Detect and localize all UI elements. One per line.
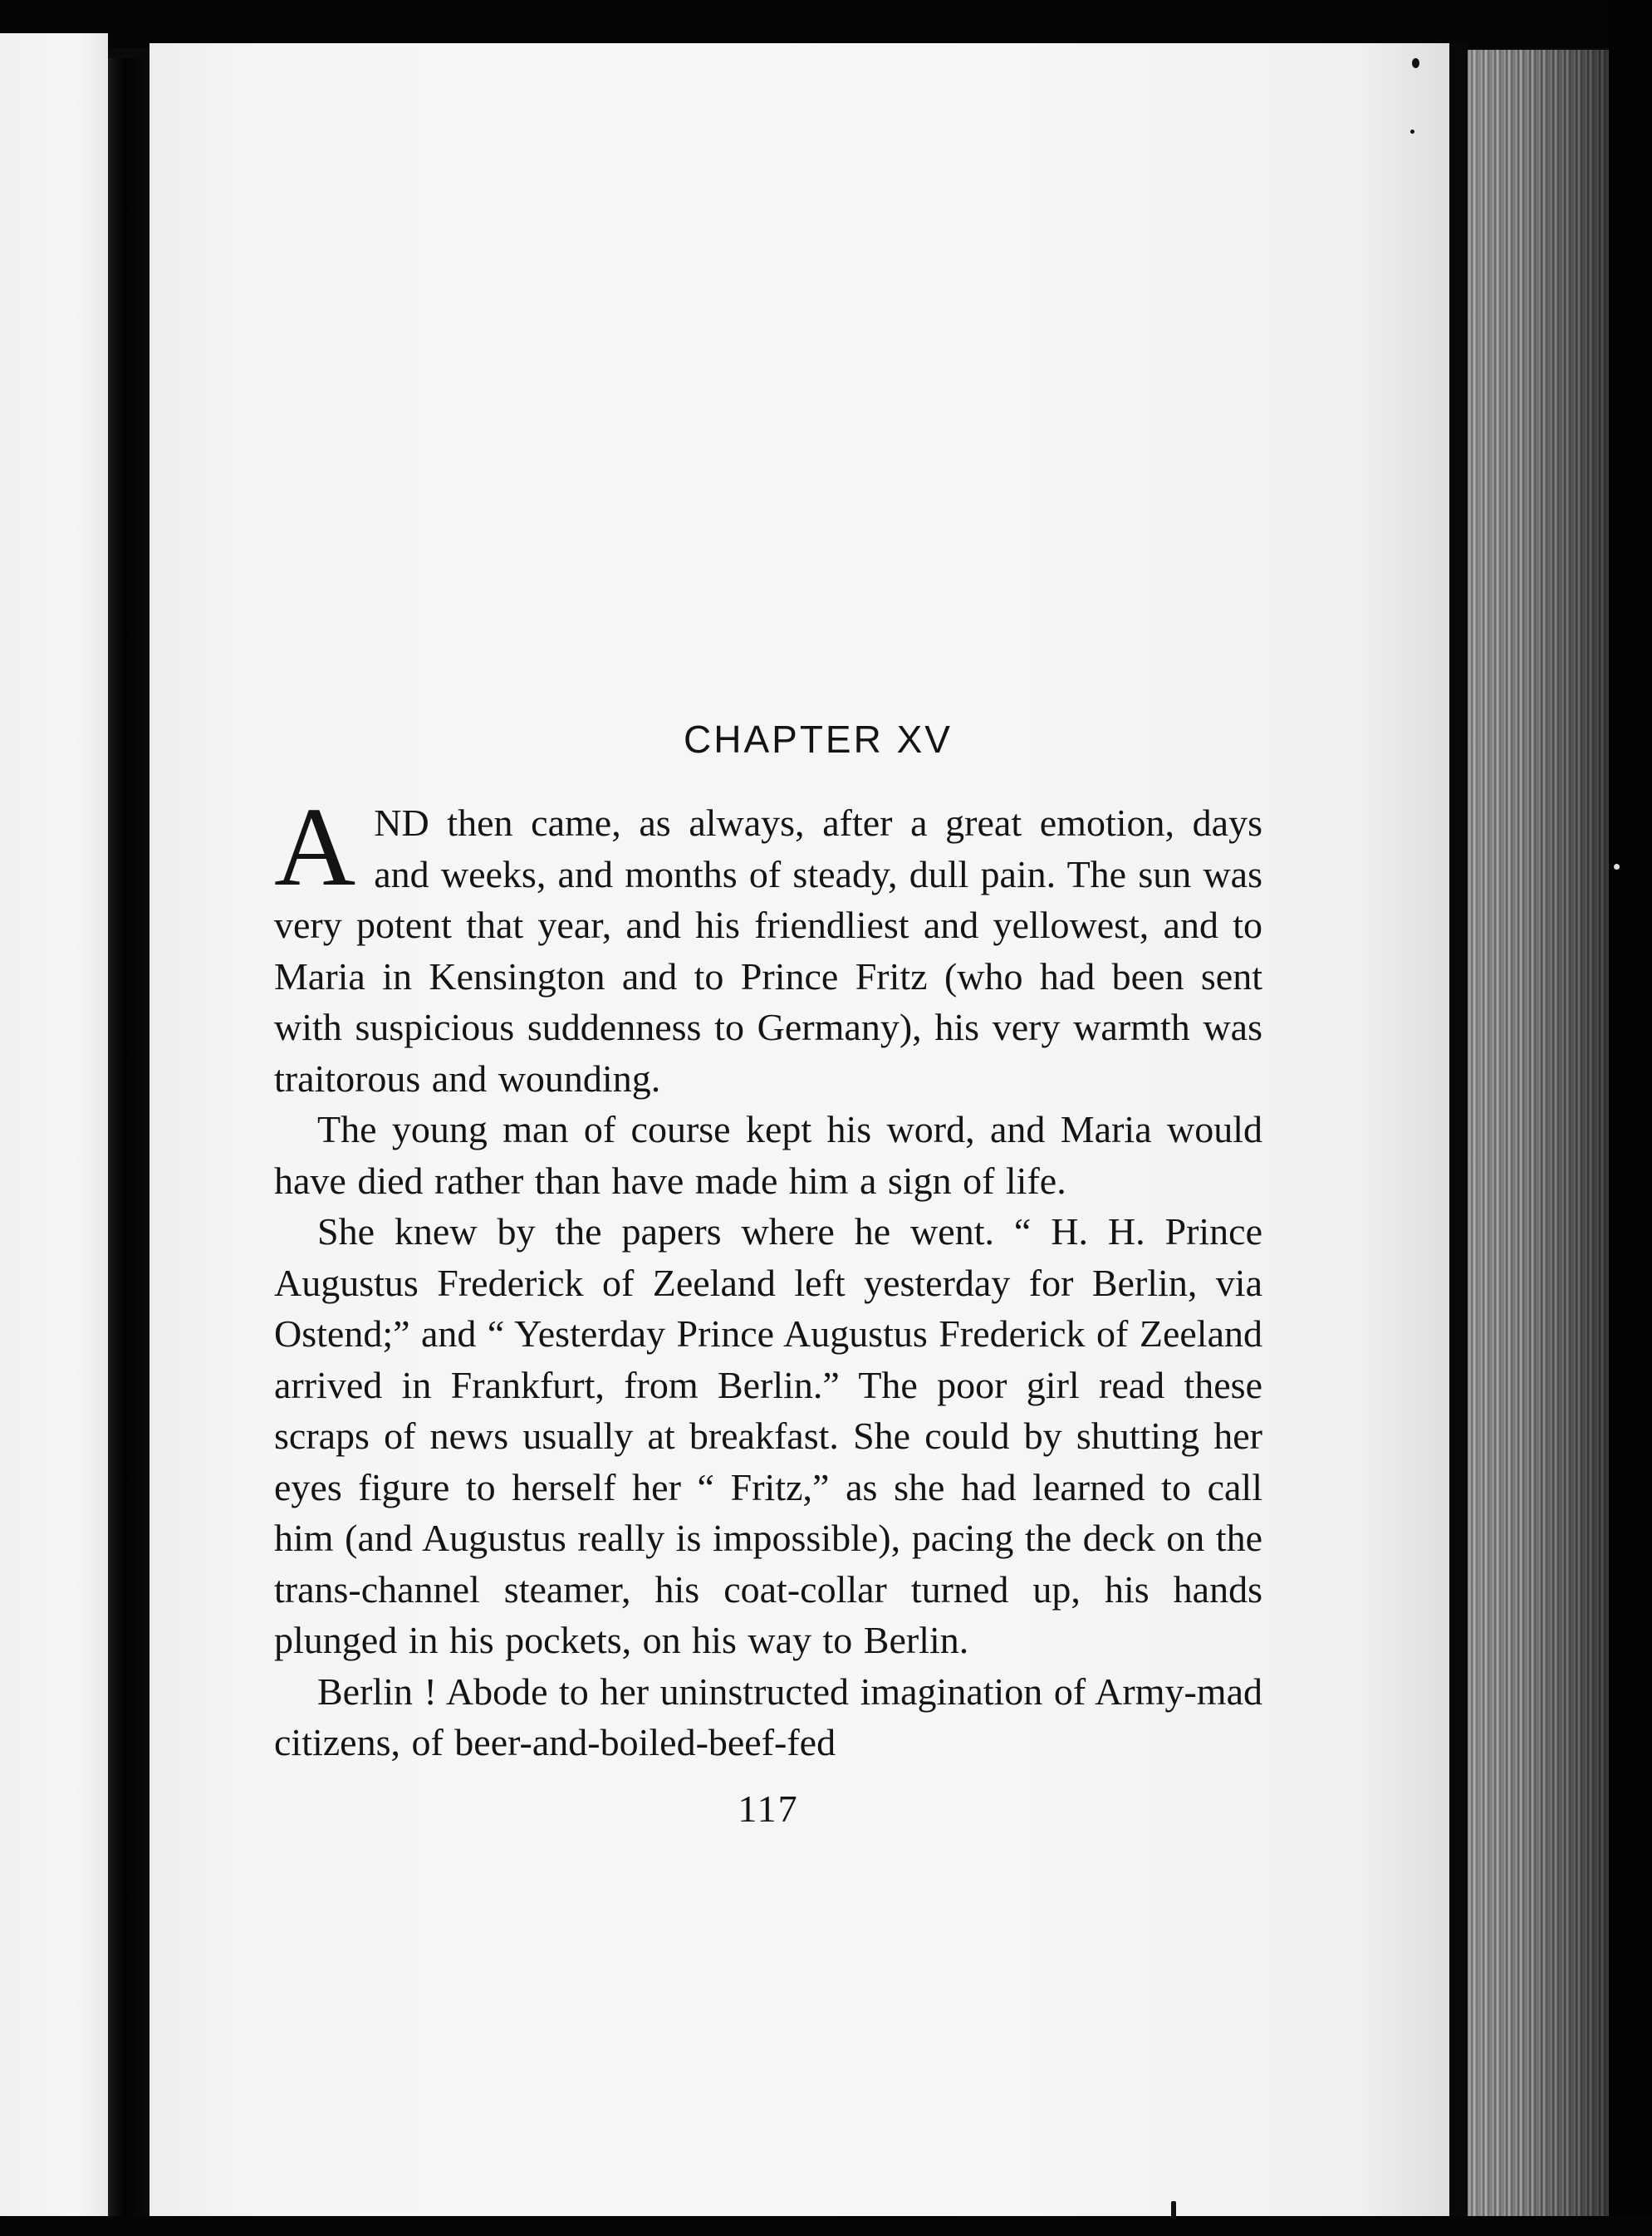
paragraph-text: ND then came, as always, after a great emotion, days and weeks, and months of steady, dull pain. The sun was very potent that year, and his friendliest and yellowest, and to Maria in Kensington and to Prince Fritz (who had been sent with suspicious suddenness to Germany), his very warmth was traitorous and wounding. <box>274 802 1262 1100</box>
page-number: 117 <box>738 1787 799 1830</box>
fore-edge-shading <box>1468 50 1609 2218</box>
left-page-margin <box>0 33 108 2226</box>
scan-speck <box>1410 130 1414 134</box>
scan-speck <box>1412 58 1419 68</box>
scan-border-right <box>1609 0 1652 2236</box>
paragraph: Berlin ! Abode to her uninstructed imagination of Army-mad citizens, of beer-and-boiled-beef-fed <box>274 1670 1262 1763</box>
drop-cap: A <box>274 785 356 910</box>
scan-speck <box>1614 864 1620 870</box>
paragraph: She knew by the papers where he went. “ H. H. Prince Augustus Frederick of Zeeland left yesterday for Berlin, via Ostend;” and “ Yesterday Prince Augustus Frederick of Zeeland arrived in Frankfurt, from Berlin.” The poor girl read these scraps of news usually at breakfast. She could by shutting her eyes figure to herself her “ Fritz,” as she had learned to call him (and Augustus really is impossible), pacing the deck on the trans-channel steamer, his coat-collar turned up, his hands plunged in his pockets, on his way to Berlin. <box>274 1210 1262 1661</box>
paragraph: The young man of course kept his word, and Maria would have died rather than have made him a sign of life. <box>274 1108 1262 1202</box>
scan-speck <box>1171 2201 1176 2219</box>
scan-border-top <box>0 0 1652 48</box>
chapter-title: CHAPTER XV <box>684 718 953 761</box>
scan-border-bottom <box>0 2216 1652 2236</box>
page-text <box>274 714 1262 1831</box>
book-gutter <box>108 58 150 2218</box>
page-edge-shadow <box>1449 43 1468 2219</box>
paragraph-opening <box>274 785 1262 1104</box>
